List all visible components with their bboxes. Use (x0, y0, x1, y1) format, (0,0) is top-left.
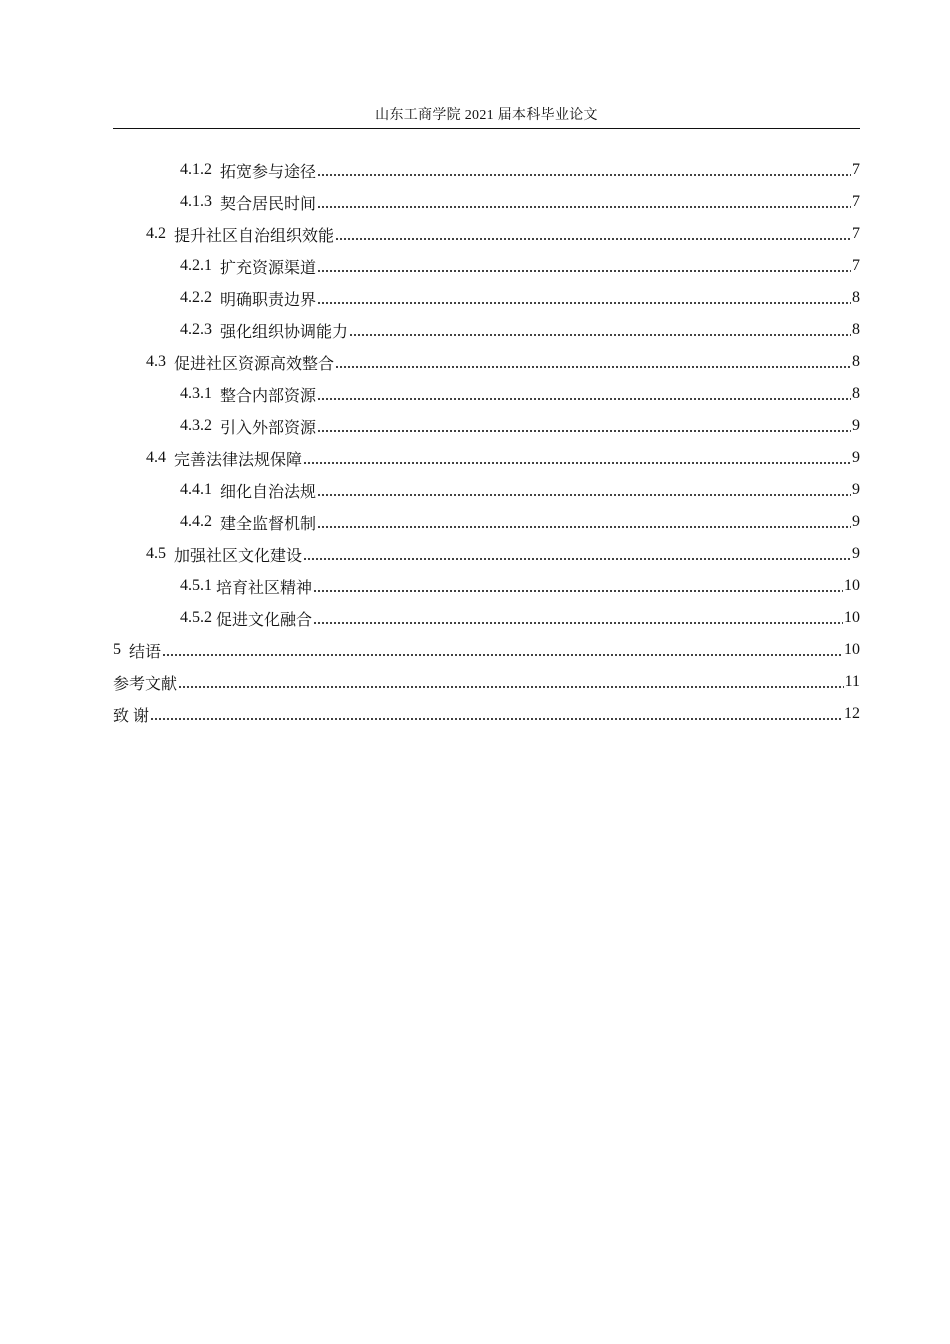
toc-entry-number: 4.2 (146, 225, 174, 242)
toc-entry-number: 4.3.1 (180, 385, 220, 402)
toc-entry-number: 4.2.2 (180, 289, 220, 306)
toc-entry[interactable] (113, 570, 860, 602)
toc-dot-leader (317, 514, 851, 530)
toc-dot-leader (335, 354, 851, 370)
toc-dot-leader (303, 450, 851, 466)
toc-entry-title: 致 谢 (113, 707, 150, 725)
table-of-contents (113, 154, 860, 730)
toc-entry-page-number: 8 (852, 289, 860, 306)
toc-dot-leader (317, 386, 851, 402)
toc-entry-page-number: 10 (844, 577, 860, 594)
toc-entry-title: 契合居民时间 (220, 195, 317, 213)
toc-entry-page-number: 8 (852, 321, 860, 338)
page-header: 山东工商学院 2021 届本科毕业论文 (375, 108, 598, 123)
toc-dot-leader (317, 162, 851, 178)
toc-entry-page-number: 7 (852, 161, 860, 178)
toc-entry-number: 4.2.3 (180, 321, 220, 338)
toc-entry-number: 4.4 (146, 449, 174, 466)
toc-dot-leader (317, 482, 851, 498)
toc-entry-number: 4.3 (146, 353, 174, 370)
toc-entry[interactable] (113, 506, 860, 538)
toc-entry-title: 培育社区精神 (216, 579, 313, 597)
toc-dot-leader (317, 194, 851, 210)
toc-entry-title: 参考文献 (113, 675, 178, 693)
toc-entry-number: 4.1.3 (180, 193, 220, 210)
toc-dot-leader (317, 290, 851, 306)
toc-entry-title: 拓宽参与途径 (220, 163, 317, 181)
toc-entry[interactable] (113, 282, 860, 314)
toc-entry-page-number: 9 (852, 481, 860, 498)
toc-entry[interactable] (113, 250, 860, 282)
toc-entry[interactable] (113, 634, 860, 666)
toc-entry-number: 4.2.1 (180, 257, 220, 274)
toc-entry[interactable] (113, 410, 860, 442)
toc-entry[interactable] (113, 442, 860, 474)
toc-dot-leader (349, 322, 851, 338)
toc-entry-page-number: 9 (852, 417, 860, 434)
toc-entry-page-number: 11 (844, 673, 860, 690)
toc-entry-page-number: 7 (852, 225, 860, 242)
toc-dot-leader (335, 226, 851, 242)
toc-entry[interactable] (113, 186, 860, 218)
toc-entry-title: 引入外部资源 (220, 419, 317, 437)
toc-entry-title: 促进社区资源高效整合 (174, 355, 335, 373)
toc-entry-page-number: 8 (852, 353, 860, 370)
toc-entry-title: 建全监督机制 (220, 515, 317, 533)
toc-entry[interactable] (113, 474, 860, 506)
toc-entry[interactable] (113, 378, 860, 410)
toc-entry-page-number: 10 (844, 641, 860, 658)
toc-entry-number: 4.1.2 (180, 161, 220, 178)
toc-entry-number: 4.3.2 (180, 417, 220, 434)
header-rule (113, 128, 860, 129)
toc-entry-number: 4.4.2 (180, 513, 220, 530)
toc-entry[interactable] (113, 346, 860, 378)
toc-entry[interactable] (113, 666, 860, 698)
toc-entry[interactable] (113, 314, 860, 346)
toc-entry-page-number: 12 (844, 705, 860, 722)
toc-entry-title: 扩充资源渠道 (220, 259, 317, 277)
toc-dot-leader (303, 546, 851, 562)
toc-dot-leader (313, 610, 843, 626)
toc-entry-page-number: 9 (852, 545, 860, 562)
toc-entry-page-number: 9 (852, 513, 860, 530)
toc-dot-leader (162, 642, 843, 658)
toc-entry-number: 4.5 (146, 545, 174, 562)
toc-entry-title: 强化组织协调能力 (220, 323, 349, 341)
toc-entry-number: 5 (113, 641, 129, 658)
toc-entry-page-number: 7 (852, 257, 860, 274)
toc-entry-title: 细化自治法规 (220, 483, 317, 501)
toc-entry[interactable] (113, 218, 860, 250)
toc-entry-page-number: 9 (852, 449, 860, 466)
toc-entry-title: 明确职责边界 (220, 291, 317, 309)
toc-entry-title: 结语 (129, 643, 162, 661)
toc-entry[interactable] (113, 698, 860, 730)
toc-dot-leader (317, 418, 851, 434)
toc-entry[interactable] (113, 154, 860, 186)
toc-entry-title: 完善法律法规保障 (174, 451, 303, 469)
toc-entry[interactable] (113, 602, 860, 634)
toc-dot-leader (150, 706, 843, 722)
toc-entry-number: 4.5.1 (180, 577, 216, 594)
toc-entry-page-number: 7 (852, 193, 860, 210)
toc-entry-title: 促进文化融合 (216, 611, 313, 629)
toc-entry-number: 4.5.2 (180, 609, 216, 626)
toc-entry-title: 加强社区文化建设 (174, 547, 303, 565)
toc-entry[interactable] (113, 538, 860, 570)
toc-dot-leader (317, 258, 851, 274)
toc-dot-leader (178, 674, 844, 690)
toc-entry-number: 4.4.1 (180, 481, 220, 498)
toc-dot-leader (313, 578, 843, 594)
toc-entry-title: 整合内部资源 (220, 387, 317, 405)
toc-entry-page-number: 8 (852, 385, 860, 402)
toc-entry-page-number: 10 (844, 609, 860, 626)
toc-entry-title: 提升社区自治组织效能 (174, 227, 335, 245)
